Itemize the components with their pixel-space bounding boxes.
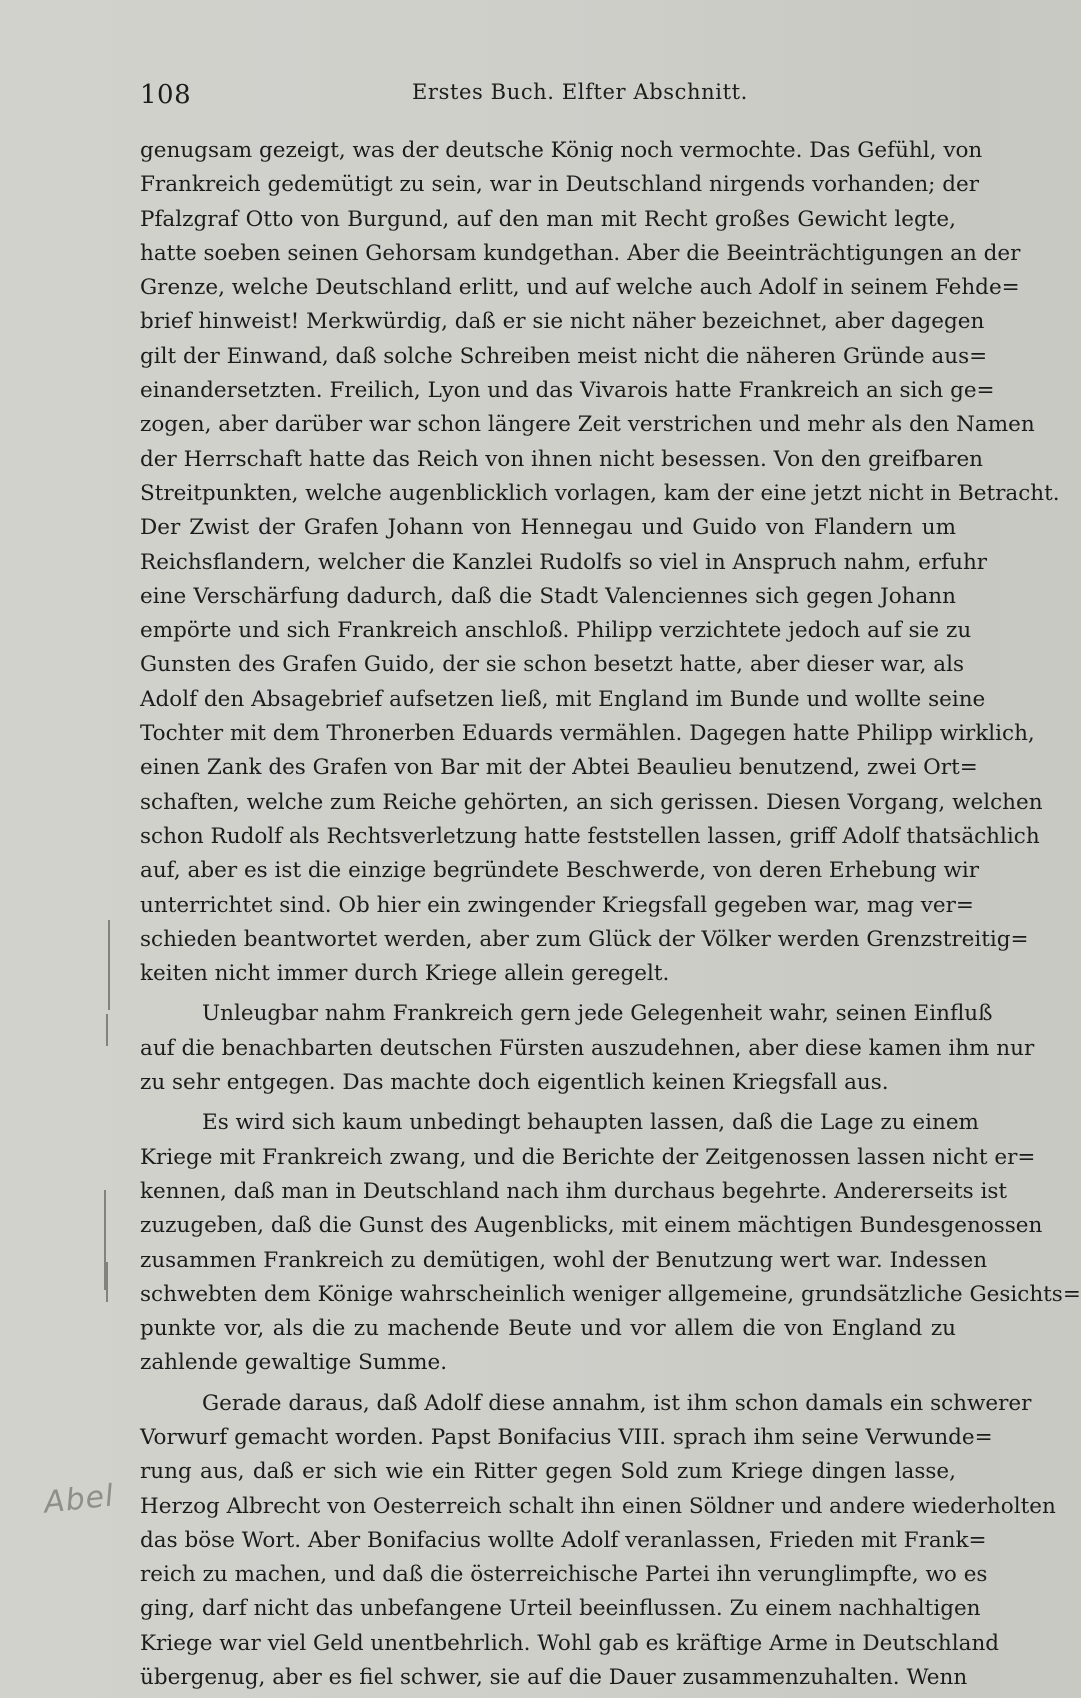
text-line: empörte und sich Frankreich anschloß. Philipp verzichtete jedoch auf sie zu <box>140 618 972 644</box>
text-line: Herzog Albrecht von Oesterreich schalt ihn einen Söldner und andere wiederholten <box>140 1493 1056 1519</box>
text-line: Adolf den Absagebrief aufsetzen ließ, mit England im Bunde und wollte seine <box>140 686 986 712</box>
text-line: das böse Wort. Aber Bonifacius wollte Adolf veranlassen, Frieden mit Frank= <box>140 1527 987 1553</box>
text-line: Unleugbar nahm Frankreich gern jede Gelegenheit wahr, seinen Einfluß <box>202 1001 993 1027</box>
text-line: brief hinweist! Merkwürdig, daß er sie nicht näher bezeichnet, aber dagegen <box>140 309 985 335</box>
text-line: Gerade daraus, daß Adolf diese annahm, ist ihm schon damals ein schwerer <box>202 1390 1032 1416</box>
text-line: Grenze, welche Deutschland erlitt, und auf welche auch Adolf in seinem Fehde= <box>140 275 1020 301</box>
text-line: ging, darf nicht das unbefangene Urteil beeinflussen. Zu einem nachhaltigen <box>140 1596 981 1622</box>
paragraph <box>140 1106 1081 1380</box>
text-line: auf, aber es ist die einzige begründete Beschwerde, von deren Erhebung wir <box>140 858 980 884</box>
text-line: Kriege war viel Geld unentbehrlich. Wohl gab es kräftige Arme in Deutschland <box>140 1630 1000 1656</box>
text-line: rung aus, daß er sich wie ein Ritter gegen Sold zum Kriege dingen lasse, <box>140 1459 956 1485</box>
text-line: zu sehr entgegen. Das machte doch eigentlich keinen Kriegsfall aus. <box>140 1070 889 1096</box>
text-line: zahlende gewaltige Summe. <box>140 1350 448 1376</box>
paragraph <box>140 134 1060 991</box>
pencil-note: Abel <box>42 1478 116 1521</box>
text-line: Gunsten des Grafen Guido, der sie schon besetzt hatte, aber dieser war, als <box>140 652 965 678</box>
running-head: Erstes Buch. Elfter Abschnitt. <box>412 80 748 104</box>
text-line: übergenug, aber es fiel schwer, sie auf die Dauer zusammenzuhalten. Wenn <box>140 1665 968 1691</box>
page-header <box>140 78 940 114</box>
paragraph <box>140 997 1035 1100</box>
text-line: gilt der Einwand, daß solche Schreiben meist nicht die näheren Gründe aus= <box>140 343 988 369</box>
margin-mark <box>106 1262 108 1302</box>
text-line: hatte soeben seinen Gehorsam kundgethan. Aber die Beeinträchtigungen an der <box>140 240 1021 266</box>
text-line: punkte vor, als die zu machende Beute und vor allem die von England zu <box>140 1316 956 1342</box>
page-number: 108 <box>140 80 192 110</box>
margin-mark <box>108 920 110 1010</box>
margin-mark <box>106 1014 108 1046</box>
text-line: eine Verschärfung dadurch, daß die Stadt Valenciennes sich gegen Johann <box>140 583 956 609</box>
text-line: Reichsflandern, welcher die Kanzlei Rudolfs so viel in Anspruch nahm, erfuhr <box>140 549 988 575</box>
text-line: Kriege mit Frankreich zwang, und die Berichte der Zeitgenossen lassen nicht er= <box>140 1144 1036 1170</box>
text-line: schon Rudolf als Rechtsverletzung hatte feststellen lassen, griff Adolf thatsächlich <box>140 823 1040 849</box>
text-line: keiten nicht immer durch Kriege allein geregelt. <box>140 961 670 987</box>
text-line: schaften, welche zum Reiche gehörten, an sich gerissen. Diesen Vorgang, welchen <box>140 789 1043 815</box>
text-line: Der Zwist der Grafen Johann von Hennegau und Guido von Flandern um <box>140 515 956 541</box>
text-line: der Herrschaft hatte das Reich von ihnen nicht besessen. Von den greifbaren <box>140 446 984 472</box>
text-line: zuzugeben, daß die Gunst des Augenblicks, mit einem mächtigen Bundesgenossen <box>140 1213 1043 1239</box>
body-text <box>140 134 1081 1695</box>
text-line: genugsam gezeigt, was der deutsche König noch vermochte. Das Gefühl, von <box>140 138 983 163</box>
paragraph <box>140 1387 1056 1696</box>
text-line: auf die benachbarten deutschen Fürsten auszudehnen, aber diese kamen ihm nur <box>140 1035 1035 1061</box>
text-line: Vorwurf gemacht worden. Papst Bonifacius VIII. sprach ihm seine Verwunde= <box>140 1424 993 1450</box>
text-line: Es wird sich kaum unbedingt behaupten lassen, daß die Lage zu einem <box>202 1110 979 1136</box>
text-line: reich zu machen, und daß die österreichische Partei ihn verunglimpfte, wo es <box>140 1562 988 1588</box>
text-line: einandersetzten. Freilich, Lyon und das Vivarois hatte Frankreich an sich ge= <box>140 378 995 404</box>
text-line: Streitpunkten, welche augenblicklich vorlagen, kam der eine jetzt nicht in Betracht. <box>140 480 1060 506</box>
text-line: Tochter mit dem Thronerben Eduards vermählen. Dagegen hatte Philipp wirklich, <box>140 721 1035 747</box>
text-line: unterrichtet sind. Ob hier ein zwingender Kriegsfall gegeben war, mag ver= <box>140 892 974 918</box>
text-line: schwebten dem Könige wahrscheinlich weniger allgemeine, grundsätzliche Gesichts= <box>140 1281 1081 1307</box>
text-line: schieden beantwortet werden, aber zum Glück der Völker werden Grenzstreitig= <box>140 926 1029 952</box>
text-line: zusammen Frankreich zu demütigen, wohl der Benutzung wert war. Indessen <box>140 1247 988 1273</box>
text-line: zogen, aber darüber war schon längere Zeit verstrichen und mehr als den Namen <box>140 412 1035 438</box>
text-line: Pfalzgraf Otto von Burgund, auf den man mit Recht großes Gewicht legte, <box>140 206 956 232</box>
text-line: kennen, daß man in Deutschland nach ihm durchaus begehrte. Andererseits ist <box>140 1178 1008 1204</box>
text-line: Frankreich gedemütigt zu sein, war in Deutschland nirgends vorhanden; der <box>140 172 980 198</box>
text-line: einen Zank des Grafen von Bar mit der Abtei Beaulieu benutzend, zwei Ort= <box>140 755 978 781</box>
